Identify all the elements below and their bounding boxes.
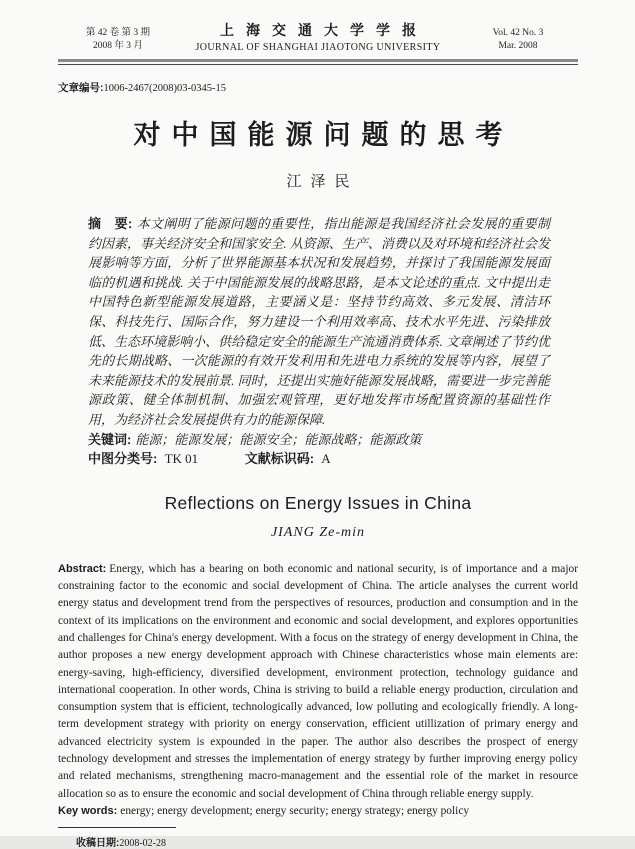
received-date-line [58, 834, 578, 849]
received-date-value: 2008-02-28 [119, 838, 167, 849]
abstract-paragraph-cn [88, 214, 550, 430]
date-en: Mar. 2008 [498, 40, 538, 51]
article-number-line [58, 80, 578, 95]
journal-header [58, 24, 578, 55]
clc-label: 中图分类号: [88, 451, 158, 467]
paper-title-cn: 对中国能源问题的思考 [133, 120, 514, 150]
journal-name-cn: 上海交通大学学报 [220, 24, 428, 39]
abstract-text-en: Energy, which has a bearing on both economic and national security, is of importance and a major constraining factor to the economic and social development of China. The article analyses the current world energy status and development trend from the perspectives of resources, production and consumption and in the context of its implications on the environment and economic and social development, and explores opportunities and challenges for China's energy development. With a focus on the strategy of energy development in China, the author proposes a new energy development approach with Chinese characteristics whose main elements are: energy-saving, high-efficiency, diversified development, environment protection, technology guidance and international cooperation. In other words, China is striving to build a reliable energy production, circulation and consumption system that is efficient, technologically advanced, low polluting and ecologically friendly. A long-term development strategy with priority on energy conservation, efficient utillization of primary energy and advanced electricity system is expounded in the paper. The author also describes the prospect of energy technology development and stresses the implementation of energy strategy by further improving energy policy and related mechanisms, strengthening macro-management and the essential role of the market in resource allocation so as to ensure the economic and social development of China through reliable energy supply. [58, 562, 578, 800]
journal-name-en: JOURNAL OF SHANGHAI JIAOTONG UNIVERSITY [195, 42, 441, 53]
article-number-label: 文章编号: [58, 82, 104, 94]
keywords-line-cn [88, 430, 550, 450]
volume-issue-en: Vol. 42 No. 3 [492, 27, 544, 38]
footnote-rule [58, 827, 176, 828]
keywords-label-cn: 关键词: [88, 431, 132, 447]
volume-issue-cn: 第 42 卷 第 3 期 [85, 27, 151, 38]
article-number-value: 1006-2467(2008)03-0345-15 [103, 83, 226, 94]
abstract-block-en [58, 561, 578, 820]
doc-code-label: 文献标识码: [244, 451, 315, 467]
abstract-text-cn: 本文阐明了能源问题的重要性，指出能源是我国经济社会发展的重要制约因素，事关经济安全和国家安全. 从资源、生产、消费以及对环境和经济社会发展影响等方面，分析了世界能源基本状况和发展趋势，并探讨了我国能源发展面临的机遇和挑战. 关于中国能源发展的战略思路，是本文论述的重点. 文中提出走中国特色新型能源发展道路，主要涵义是：坚持节约高效、多元发展、清洁环保、科技先行、国际合作，努力建设一个利用效率高、技术水平先进、污染排放低、生态环境影响小、供给稳定安全的能源生产流通消费体系. 文章阐述了节约优先的长期战略、一次能源的有效开发利用和先进电力系统的发展等内容，展望了未来能源技术的发展前景. 同时，还提出实施好能源发展战略，需要进一步完善能源政策、健全体制机制、加强宏观管理，更好地发挥市场配置资源的基础性作用，为经济社会发展提供有力的能源保障. [88, 216, 550, 427]
classification-line [88, 449, 550, 469]
footnote-block [58, 827, 578, 849]
keywords-text-cn: 能源；能源发展；能源安全；能源战略；能源政策 [135, 431, 422, 447]
header-journal-name [178, 24, 458, 55]
author-en: JIANG Ze-min [270, 524, 366, 540]
keywords-text-en: energy; energy development; energy security; energy strategy; energy policy [120, 804, 470, 817]
clc-value: TK 01 [164, 451, 199, 467]
abstract-label-cn: 摘 要: [88, 216, 133, 231]
received-date-label: 收稿日期: [76, 838, 120, 849]
keywords-line-en [58, 803, 578, 820]
header-issue-cn [58, 27, 178, 53]
abstract-paragraph-en [58, 561, 578, 803]
header-divider-rule [58, 59, 578, 65]
author-cn: 江泽民 [286, 174, 359, 190]
doc-code-value: A [321, 451, 331, 467]
paper-title-en: Reflections on Energy Issues in China [164, 492, 472, 513]
header-issue-en [458, 27, 578, 53]
date-cn: 2008 年 3 月 [93, 40, 143, 51]
keywords-label-en: Key words: [58, 804, 118, 817]
abstract-label-en: Abstract: [58, 562, 107, 575]
abstract-block-cn [88, 214, 550, 469]
